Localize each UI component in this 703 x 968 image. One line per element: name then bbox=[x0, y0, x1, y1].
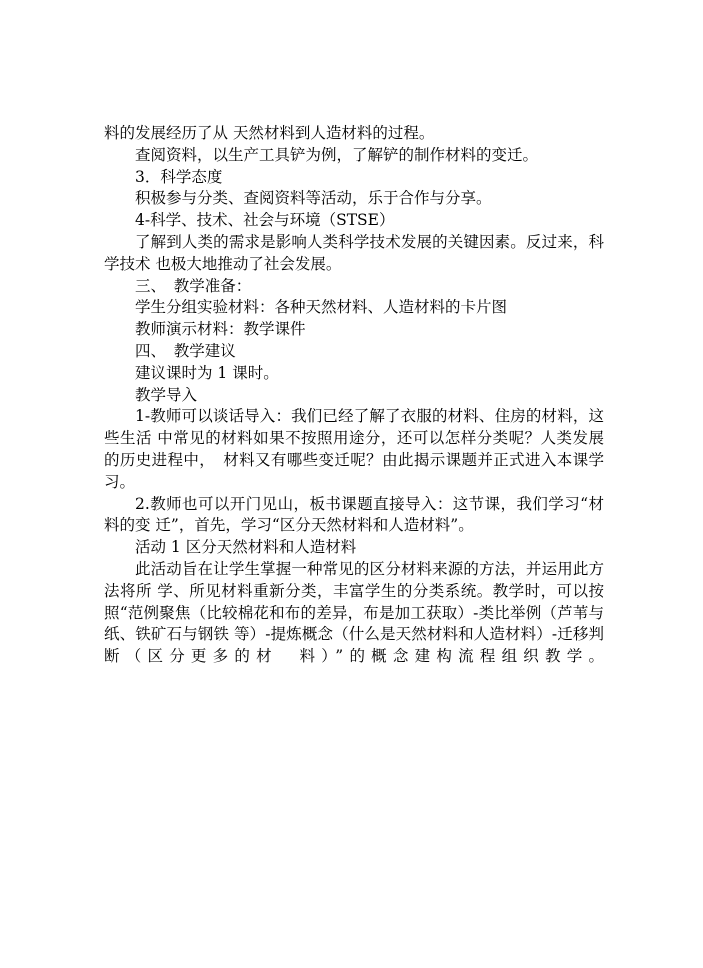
paragraph-intro-conversation: 1-教师可以谈话导入：我们已经了解了衣服的材料、住房的材料，这些生活 中常见的材料如果不按照用途分，还可以怎样分类呢？人类发展的历史进程中， 材料又有哪些变迁呢？由此揭示课题并正式进入本课学习。 bbox=[104, 407, 604, 491]
paragraph-shovel-materials: 查阅资料，以生产工具铲为例，了解铲的制作材料的变迁。 bbox=[135, 145, 539, 164]
paragraph-participate-classify: 积极参与分类、查阅资料等活动，乐于合作与分享。 bbox=[135, 189, 492, 208]
heading-stse: 4-科学、技术、社会与环境（STSE） bbox=[135, 211, 395, 230]
paragraph-human-needs: 了解到人类的需求是影响人类科学技术发展的关键因素。反过来，科学技术 也极大地推动了社会发展。 bbox=[104, 232, 604, 273]
paragraph-development-history: 料的发展经历了从 天然材料到人造材料的过程。 bbox=[104, 124, 435, 142]
heading-activity-1: 活动 1 区分天然材料和人造材料 bbox=[135, 538, 357, 557]
paragraph-student-materials: 学生分组实验材料：各种天然材料、人造材料的卡片图 bbox=[135, 298, 508, 317]
paragraph-teacher-materials: 教师演示材料：教学课件 bbox=[135, 320, 306, 339]
heading-teaching-preparation: 三、 教学准备： bbox=[135, 276, 252, 295]
paragraph-activity-description: 此活动旨在让学生掌握一种常见的区分材料来源的方法，并运用此方法将所 学、所见材料重新分类，丰富学生的分类系统。教学时，可以按照“范例聚焦（比较棉花和布的差异，布是加工获取）-类比举例（芦苇与纸、铁矿石与钢铁 等）-提炼概念（什么是天然材料和人造材料）-迁移判断（区分更多的材 料）”的概念建构流程组织教学。 bbox=[104, 559, 604, 666]
heading-science-attitude: 3．科学态度 bbox=[135, 167, 223, 186]
heading-teaching-introduction: 教学导入 bbox=[135, 385, 198, 404]
document-body bbox=[104, 123, 604, 668]
paragraph-suggested-hours: 建议课时为 1 课时。 bbox=[135, 363, 279, 382]
paragraph-intro-direct: 2.教师也可以开门见山，板书课题直接导入：这节课，我们学习“材料的变 迁”，首先，学习“区分天然材料和人造材料”。 bbox=[104, 494, 604, 535]
heading-teaching-suggestions: 四、 教学建议 bbox=[135, 341, 236, 360]
